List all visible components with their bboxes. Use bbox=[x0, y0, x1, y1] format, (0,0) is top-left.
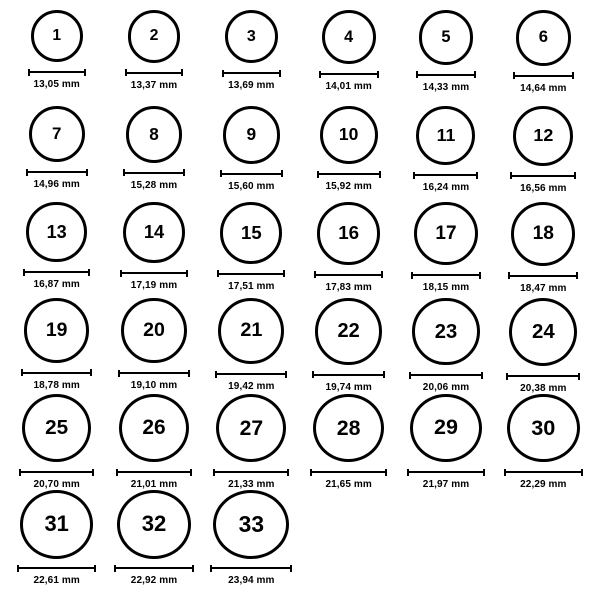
diameter-measure-bar bbox=[26, 168, 88, 176]
diameter-measure-bar bbox=[317, 170, 381, 178]
ring-size-number: 1 bbox=[52, 27, 61, 45]
ring-circle bbox=[410, 394, 482, 462]
diameter-label: 14,33 mm bbox=[422, 81, 470, 93]
diameter-label: 13,69 mm bbox=[228, 80, 275, 92]
ring-size-cell bbox=[8, 106, 105, 202]
ring-size-cell bbox=[397, 202, 494, 298]
ring-circle bbox=[414, 202, 477, 265]
ring-size-cell bbox=[300, 202, 397, 298]
measure-line bbox=[310, 469, 387, 476]
measure-line bbox=[120, 270, 187, 277]
ring-size-cell bbox=[105, 202, 202, 298]
ring-circle bbox=[121, 298, 186, 363]
ring-circle bbox=[223, 106, 281, 164]
ring-size-number: 14 bbox=[143, 221, 165, 243]
diameter-measure-bar bbox=[23, 268, 89, 276]
ring-circle bbox=[216, 394, 286, 462]
diameter-measure-bar bbox=[319, 70, 379, 78]
ring-size-cell bbox=[105, 298, 202, 394]
ring-size-number: 33 bbox=[238, 511, 264, 538]
ring-circle bbox=[313, 394, 384, 462]
ring-size-number: 32 bbox=[141, 511, 167, 537]
diameter-label: 13,05 mm bbox=[33, 79, 80, 90]
measure-line bbox=[314, 271, 383, 278]
diameter-measure-bar bbox=[310, 468, 387, 476]
ring-size-number: 2 bbox=[149, 27, 159, 45]
ring-circle bbox=[26, 202, 86, 262]
diameter-measure-bar bbox=[21, 369, 92, 377]
ring-circle bbox=[128, 10, 181, 63]
diameter-measure-bar bbox=[28, 68, 86, 76]
ring-size-cell bbox=[8, 10, 105, 106]
ring-size-number: 10 bbox=[338, 124, 359, 145]
measure-line bbox=[411, 272, 480, 279]
measure-line bbox=[409, 372, 482, 379]
diameter-label: 16,87 mm bbox=[33, 279, 80, 291]
diameter-label: 21,01 mm bbox=[130, 479, 178, 490]
measure-line bbox=[407, 469, 485, 476]
ring-size-number: 25 bbox=[45, 415, 69, 439]
ring-size-cell bbox=[105, 10, 202, 106]
diameter-measure-bar bbox=[314, 271, 383, 279]
ring-size-cell bbox=[300, 10, 397, 106]
ring-size-cell bbox=[495, 298, 592, 394]
measure-line bbox=[508, 272, 578, 279]
diameter-label: 21,33 mm bbox=[228, 479, 275, 490]
ring-size-number: 20 bbox=[143, 318, 165, 341]
ring-circle bbox=[126, 106, 183, 163]
ring-size-number: 22 bbox=[337, 320, 360, 343]
ring-circle bbox=[322, 10, 376, 64]
ring-size-number: 7 bbox=[51, 123, 62, 143]
ring-size-number: 29 bbox=[434, 415, 458, 440]
ring-circle bbox=[317, 202, 380, 265]
ring-circle bbox=[29, 106, 85, 162]
diameter-measure-bar bbox=[215, 370, 287, 378]
ring-circle bbox=[22, 394, 91, 462]
measure-line bbox=[23, 269, 89, 276]
diameter-label: 15,28 mm bbox=[130, 179, 178, 191]
measure-line bbox=[513, 72, 575, 79]
diameter-label: 13,37 mm bbox=[130, 79, 178, 91]
measure-line bbox=[17, 565, 96, 572]
ring-circle bbox=[20, 490, 93, 559]
ring-size-cell bbox=[203, 490, 300, 586]
ring-size-cell bbox=[495, 106, 592, 202]
ring-size-cell bbox=[105, 394, 202, 490]
diameter-label: 23,94 mm bbox=[228, 575, 275, 586]
diameter-measure-bar bbox=[411, 271, 480, 279]
diameter-label: 15,60 mm bbox=[228, 180, 275, 192]
ring-size-number: 24 bbox=[531, 320, 555, 343]
diameter-measure-bar bbox=[504, 468, 582, 476]
ring-size-number: 13 bbox=[46, 222, 67, 243]
ring-size-cell bbox=[300, 106, 397, 202]
diameter-measure-bar bbox=[217, 270, 285, 278]
measure-line bbox=[21, 369, 92, 376]
diameter-measure-bar bbox=[222, 69, 281, 77]
ring-circle bbox=[218, 298, 284, 364]
ring-size-number: 3 bbox=[246, 27, 256, 45]
measure-line bbox=[413, 172, 478, 179]
diameter-measure-bar bbox=[413, 171, 478, 179]
ring-size-cell bbox=[105, 490, 202, 586]
diameter-measure-bar bbox=[416, 71, 477, 79]
ring-size-cell bbox=[105, 106, 202, 202]
measure-line bbox=[506, 373, 580, 380]
ring-size-number: 23 bbox=[434, 320, 458, 343]
diameter-measure-bar bbox=[125, 69, 184, 77]
measure-line bbox=[510, 172, 576, 179]
ring-circle bbox=[507, 394, 579, 462]
measure-line bbox=[217, 270, 285, 277]
ring-size-cell bbox=[495, 202, 592, 298]
diameter-label: 19,10 mm bbox=[130, 380, 178, 392]
ring-size-number: 4 bbox=[344, 27, 354, 46]
measure-line bbox=[504, 469, 582, 476]
diameter-measure-bar bbox=[220, 170, 284, 178]
ring-size-cell bbox=[300, 298, 397, 394]
diameter-label: 16,56 mm bbox=[520, 182, 567, 194]
diameter-label: 18,78 mm bbox=[33, 379, 80, 391]
diameter-measure-bar bbox=[118, 369, 189, 377]
ring-size-number: 28 bbox=[336, 415, 361, 440]
ring-size-number: 16 bbox=[338, 221, 360, 243]
diameter-label: 17,83 mm bbox=[325, 281, 372, 293]
ring-size-cell bbox=[495, 10, 592, 106]
ring-size-number: 5 bbox=[441, 28, 451, 47]
measure-line bbox=[312, 371, 385, 378]
ring-size-number: 11 bbox=[436, 124, 456, 145]
diameter-measure-bar bbox=[19, 468, 94, 476]
ring-size-number: 26 bbox=[142, 415, 166, 439]
diameter-measure-bar bbox=[508, 272, 578, 280]
ring-circle bbox=[412, 298, 479, 365]
ring-circle bbox=[119, 394, 189, 462]
measure-line bbox=[26, 169, 88, 176]
measure-line bbox=[222, 70, 281, 77]
ring-size-cell bbox=[397, 298, 494, 394]
ring-circle bbox=[416, 106, 475, 165]
ring-circle bbox=[320, 106, 378, 164]
ring-circle bbox=[220, 202, 282, 264]
ring-size-number: 15 bbox=[241, 221, 262, 243]
ring-size-number: 21 bbox=[240, 319, 263, 342]
diameter-measure-bar bbox=[120, 269, 187, 277]
ring-circle bbox=[31, 10, 83, 62]
ring-size-cell bbox=[203, 10, 300, 106]
ring-size-number: 12 bbox=[533, 124, 554, 145]
measure-line bbox=[28, 69, 86, 76]
diameter-label: 20,70 mm bbox=[33, 479, 80, 490]
ring-size-cell bbox=[397, 106, 494, 202]
ring-size-cell bbox=[203, 298, 300, 394]
measure-line bbox=[416, 71, 477, 78]
diameter-label: 18,15 mm bbox=[422, 282, 470, 294]
ring-circle bbox=[117, 490, 191, 559]
ring-size-cell bbox=[203, 106, 300, 202]
measure-line bbox=[213, 469, 289, 476]
ring-size-cell bbox=[397, 394, 494, 490]
diameter-label: 22,61 mm bbox=[33, 575, 80, 586]
diameter-label: 19,42 mm bbox=[228, 381, 275, 392]
diameter-measure-bar bbox=[210, 565, 292, 572]
ring-size-number: 17 bbox=[435, 223, 457, 245]
measure-line bbox=[118, 370, 189, 377]
ring-size-cell bbox=[203, 394, 300, 490]
diameter-label: 14,64 mm bbox=[520, 82, 567, 94]
diameter-label: 22,29 mm bbox=[520, 479, 567, 490]
diameter-measure-bar bbox=[407, 468, 485, 476]
ring-size-number: 27 bbox=[239, 416, 264, 440]
ring-size-cell bbox=[8, 298, 105, 394]
diameter-measure-bar bbox=[213, 468, 289, 476]
ring-circle bbox=[225, 10, 278, 63]
ring-circle bbox=[509, 298, 577, 366]
diameter-measure-bar bbox=[123, 169, 186, 177]
diameter-label: 17,51 mm bbox=[228, 280, 275, 292]
ring-size-number: 9 bbox=[246, 124, 257, 145]
ring-size-cell bbox=[495, 394, 592, 490]
diameter-label: 15,92 mm bbox=[325, 181, 372, 193]
diameter-label: 21,97 mm bbox=[422, 479, 470, 490]
diameter-measure-bar bbox=[513, 72, 575, 80]
diameter-measure-bar bbox=[17, 565, 96, 572]
diameter-measure-bar bbox=[409, 371, 482, 379]
measure-line bbox=[317, 171, 381, 178]
ring-circle bbox=[213, 490, 289, 559]
diameter-label: 21,65 mm bbox=[325, 479, 372, 490]
diameter-label: 14,01 mm bbox=[325, 81, 372, 93]
ring-size-number: 8 bbox=[149, 124, 159, 144]
measure-line bbox=[123, 169, 186, 176]
ring-circle bbox=[419, 10, 474, 65]
measure-line bbox=[215, 371, 287, 378]
ring-size-cell bbox=[397, 10, 494, 106]
diameter-label: 20,06 mm bbox=[422, 382, 470, 394]
measure-line bbox=[319, 71, 379, 78]
measure-line bbox=[125, 69, 184, 76]
ring-size-cell bbox=[203, 202, 300, 298]
diameter-label: 18,47 mm bbox=[520, 282, 567, 294]
ring-circle bbox=[513, 106, 573, 166]
ring-circle bbox=[24, 298, 89, 363]
ring-size-number: 6 bbox=[538, 27, 548, 47]
diameter-label: 22,92 mm bbox=[130, 575, 178, 586]
measure-line bbox=[114, 565, 194, 572]
measure-line bbox=[116, 469, 192, 476]
diameter-label: 16,24 mm bbox=[422, 182, 470, 193]
diameter-measure-bar bbox=[510, 172, 576, 180]
ring-size-number: 19 bbox=[45, 318, 68, 341]
ring-size-number: 30 bbox=[531, 415, 556, 441]
diameter-label: 17,19 mm bbox=[130, 280, 178, 292]
ring-size-number: 18 bbox=[532, 223, 554, 245]
measure-line bbox=[210, 565, 292, 572]
measure-line bbox=[19, 469, 94, 476]
ring-size-cell bbox=[8, 490, 105, 586]
ring-circle bbox=[315, 298, 382, 365]
diameter-measure-bar bbox=[312, 371, 385, 379]
ring-size-cell bbox=[8, 394, 105, 490]
ring-circle bbox=[123, 202, 184, 263]
diameter-measure-bar bbox=[114, 565, 194, 572]
ring-size-cell bbox=[8, 202, 105, 298]
ring-circle bbox=[516, 10, 572, 66]
ring-size-number: 31 bbox=[44, 511, 69, 537]
diameter-label: 19,74 mm bbox=[325, 381, 372, 393]
diameter-label: 20,38 mm bbox=[520, 383, 567, 394]
diameter-measure-bar bbox=[116, 468, 192, 476]
diameter-measure-bar bbox=[506, 372, 580, 380]
diameter-label: 14,96 mm bbox=[33, 179, 80, 191]
measure-line bbox=[220, 170, 284, 177]
ring-size-cell bbox=[300, 394, 397, 490]
ring-circle bbox=[511, 202, 575, 266]
